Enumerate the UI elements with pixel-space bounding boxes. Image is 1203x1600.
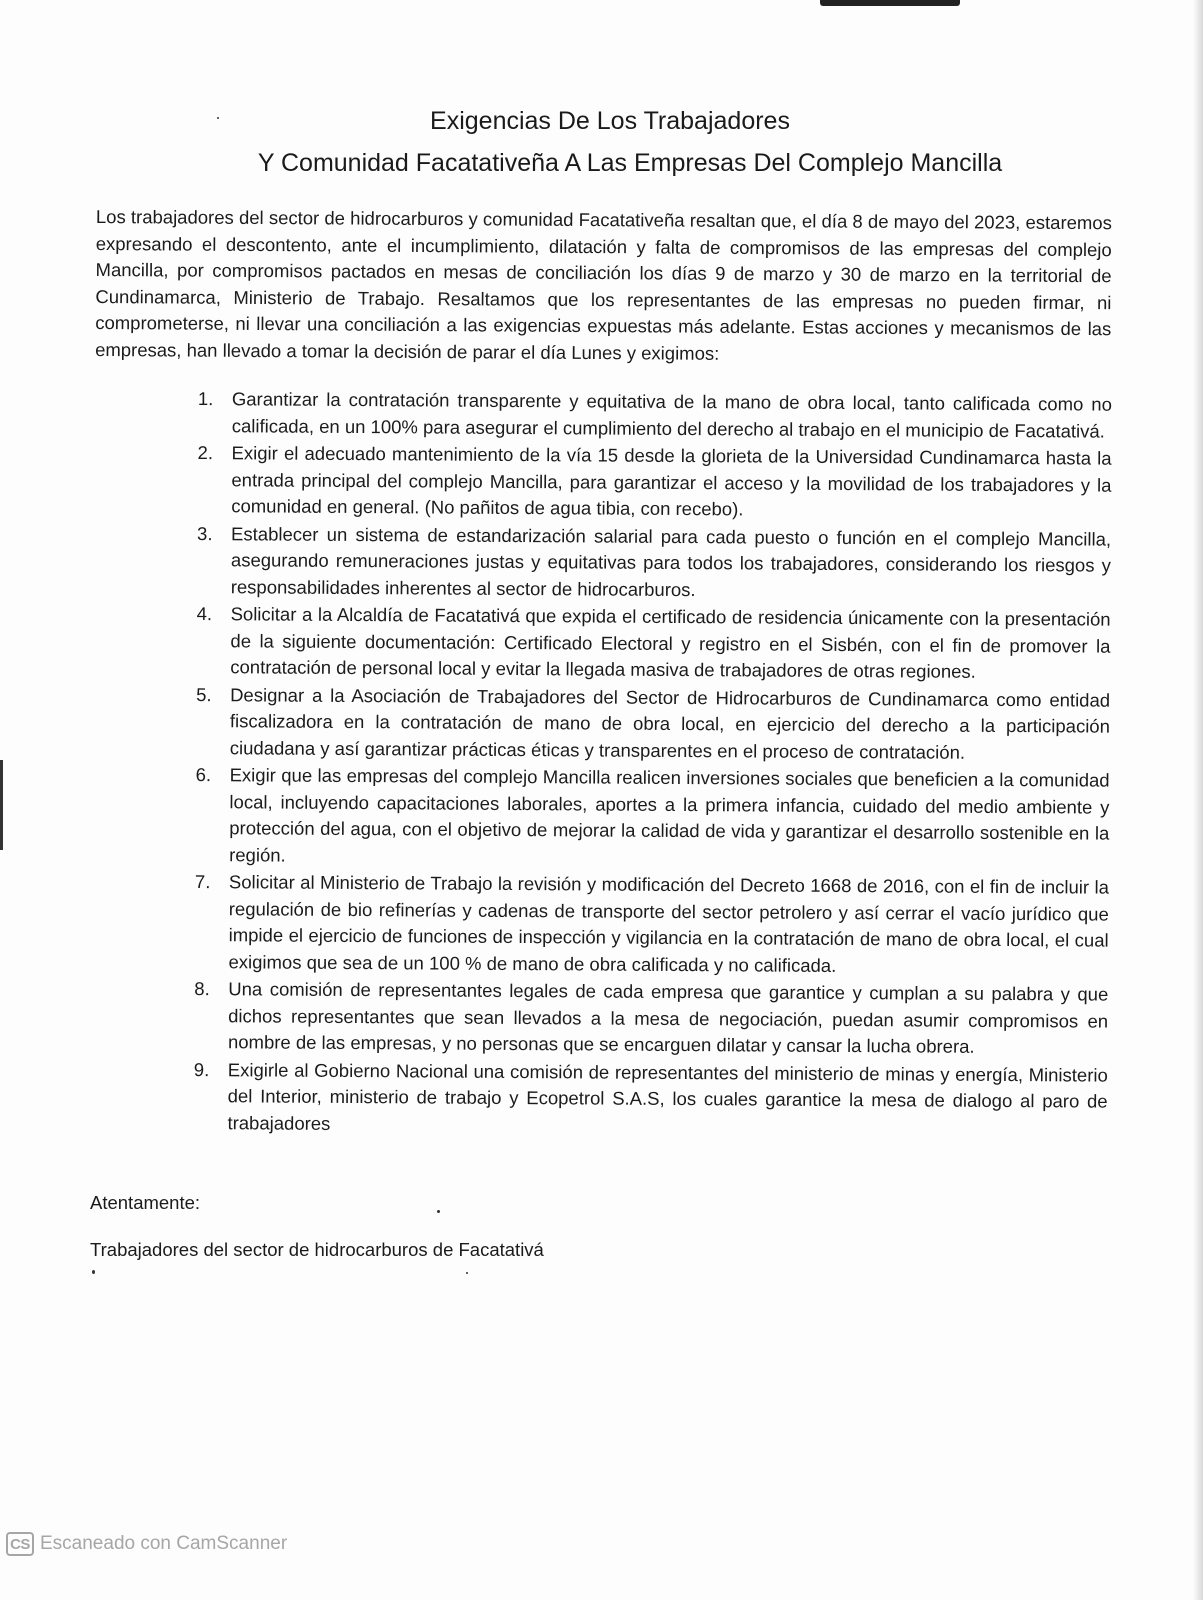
demand-item [187, 762, 1110, 874]
demand-text: Solicitar al Ministerio de Trabajo la revisión y modificación del Decreto 1668 de 2016, con el fin de incluir la regulación de bio refinerías y cadenas de transporte del sector petrolero y así cerrar el vacío jurídico que impide el ejercicio de funciones de inspección y vigilancia en la contratación de mano de obra local, el cual exigimos que sea de un 100 % de mano de obra calificada y no calificada. [228, 871, 1110, 976]
demand-number: 9. [193, 1058, 210, 1080]
demand-text: Exigir el adecuado mantenimiento de la vía 15 desde la glorieta de la Universidad Cundinamarca hasta la entrada principal del complejo Mancilla, para garantizar el acceso y la movilidad de los trabajadores y la comunidad en general. (No pañitos de agua tibia, con recebo). [231, 442, 1112, 520]
demand-item [189, 520, 1111, 605]
intro-paragraph: Los trabajadores del sector de hidrocarburos y comunidad Facatativeña resaltan que, el día 8 de mayo del 2023, estaremos expresando el descontento, ante el incumplimiento, dilatación y falta de compromisos de las empresas del complejo Mancilla, por compromisos pactados en mesas de conciliación los días 9 de marzo y 30 de marzo en la territorial de Cundinamarca, Ministerio de Trabajo. Resaltamos que los representantes de las empresas no pueden firmar, ni comprometerse, ni llevar una conciliación a las exigencias expuestas más adelante. Estas acciones y mecanismos de las empresas, han llevado a tomar la decisión de parar el día Lunes y exigimos: [95, 205, 1112, 364]
scan-speck [92, 1270, 95, 1274]
demand-text: Establecer un sistema de estandarización salarial para cada puesto o función en el complejo Mancilla, asegurando remuneraciones justas y equitativas para todos los trabajadores, considerando los riesgos y responsabilidades inherentes al sector de hidrocarburos. [230, 522, 1112, 600]
demand-number: 8. [194, 978, 210, 1000]
demand-item [190, 386, 1112, 445]
demand-text: Exigir que las empresas del complejo Mancilla realicen inversiones sociales que beneficien a la comunidad local, incluyendo capacitaciones laborales, aportes a la primera infancia, cuidado del medio ambiente y protección del agua, con el objetivo de mejorar la calidad de vida y garantizar el desarrollo sostenible en la región. [229, 764, 1110, 866]
demand-item [186, 869, 1109, 981]
demand-number: 7. [194, 871, 211, 893]
demand-item [189, 440, 1111, 525]
demand-text: Exigirle al Gobierno Nacional una comisión de representantes del ministerio de minas y energía, Ministerio del Interior, ministerio de trabajo y Ecopetrol S.A.S, los cuales garantice la mesa de dialogo al paro de trabajadores [227, 1058, 1108, 1134]
demand-item [185, 1056, 1107, 1141]
scanner-watermark [6, 1532, 287, 1556]
scan-edge-shadow-right [1193, 0, 1203, 1600]
closing-salutation: Atentamente: [90, 1192, 201, 1213]
scan-speck [437, 1210, 440, 1213]
document-title-line-2: Y Comunidad Facatativeña A Las Empresas Del Complejo Mancilla [257, 149, 1003, 177]
scan-speck [217, 117, 219, 119]
demand-item [188, 681, 1110, 766]
demand-item [188, 601, 1110, 686]
scan-edge-shadow-top [820, 0, 960, 6]
demand-text: Solicitar a la Alcaldía de Facatativá que expida el certificado de residencia únicamente con la presentación de la siguiente documentación: Certificado Electoral y registro en el Sisbén, con el fin de promover la contratación de personal local y evitar la llegada masiva de trabajadores de otras regiones. [230, 603, 1111, 682]
demand-text: Garantizar la contratación transparente y equitativa de la mano de obra local, tanto calificada como no calificada, en un 100% para asegurar el cumplimiento del derecho al trabajo en el municipio de Facatativá. [231, 388, 1112, 442]
demand-number: 3. [197, 522, 213, 544]
demands-list [185, 386, 1112, 1143]
demand-number: 5. [196, 683, 212, 705]
demand-number: 4. [196, 603, 213, 625]
scan-speck [466, 1272, 468, 1274]
demand-text: Designar a la Asociación de Trabajadores del Sector de Hidrocarburos de Cundinamarca como entidad fiscalizadora en la contratación de mano de obra local, en ejercicio del derecho a la participación ciudadana y así garantizar prácticas éticas y transparentes en el proceso de contratación. [229, 683, 1111, 763]
demand-text: Una comisión de representantes legales de cada empresa que garantice y cumplan a su palabra y que dichos representantes que sean llevados a la mesa de negociación, puedan asumir compromisos en nombre de las empresas, y no personas que se encarguen dilatar y cansar la lucha obrera. [227, 978, 1109, 1057]
scan-edge-shadow-left [0, 760, 3, 850]
signature-line: Trabajadores del sector de hidrocarburos de Facatativá [90, 1239, 544, 1260]
camscanner-logo-icon: CS [6, 1532, 34, 1556]
document-title-line-1: Exigencias De Los Trabajadores [430, 107, 790, 135]
demand-number: 1. [197, 388, 214, 410]
demand-number: 2. [197, 442, 214, 464]
demand-item [186, 976, 1108, 1061]
watermark-text: Escaneado con CamScanner [40, 1533, 288, 1554]
demand-number: 6. [195, 764, 212, 786]
